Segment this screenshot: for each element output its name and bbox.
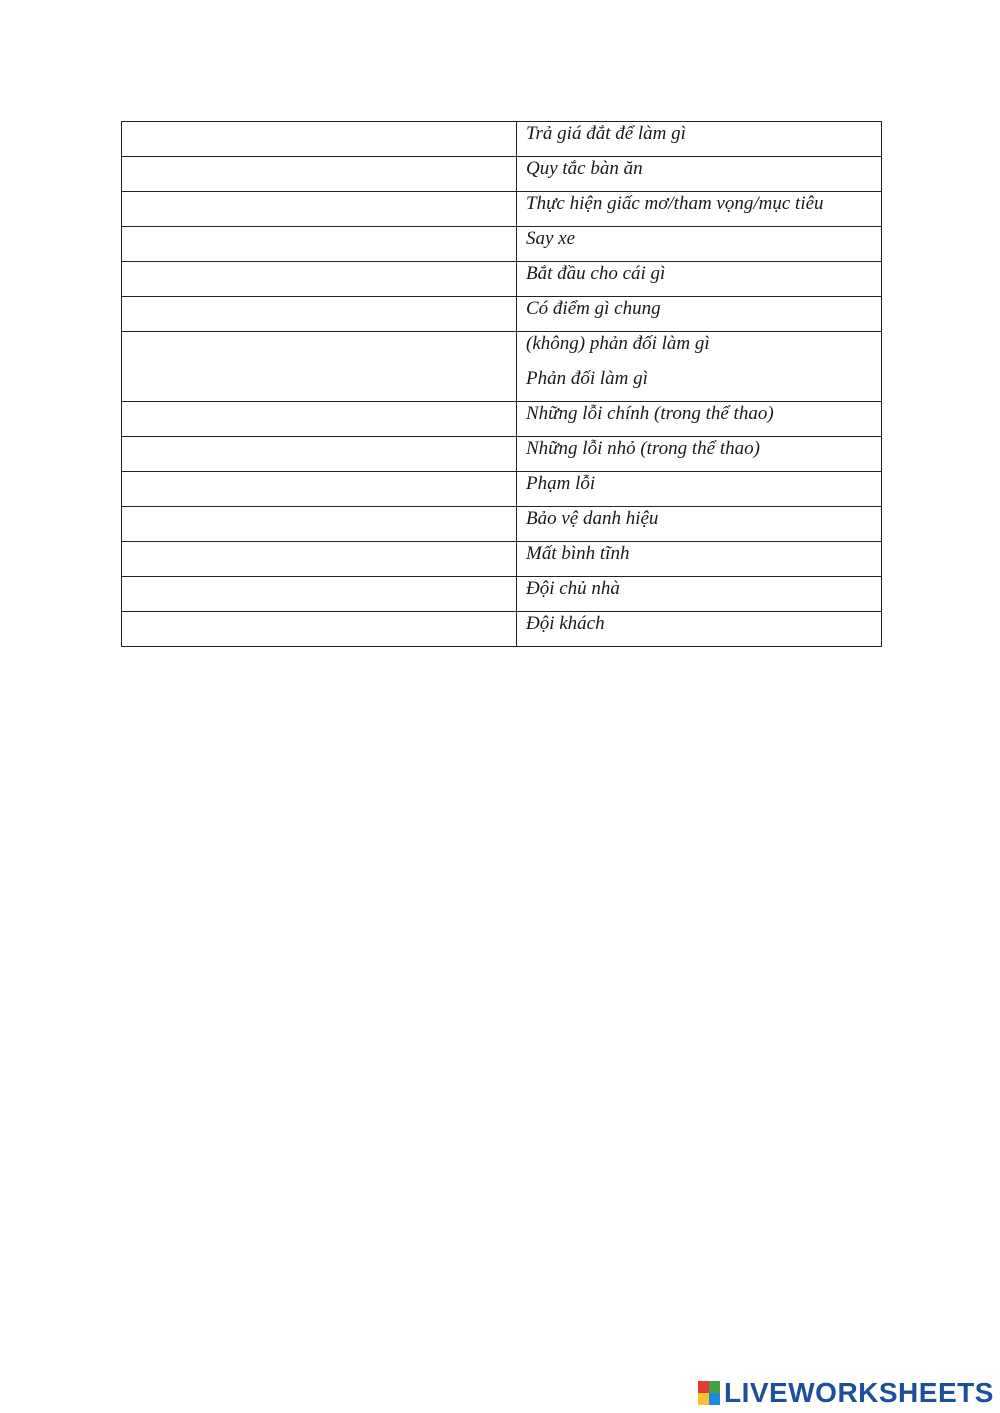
answer-cell[interactable]: [122, 122, 517, 157]
logo-square-yellow: [698, 1393, 709, 1405]
answer-cell[interactable]: [122, 577, 517, 612]
meaning-text: Những lỗi nhỏ (trong thể thao): [526, 438, 760, 459]
meaning-text: Bảo vệ danh hiệu: [526, 508, 659, 529]
table-row: [122, 262, 882, 297]
answer-cell[interactable]: [122, 297, 517, 332]
meaning-cell: [517, 297, 882, 332]
meaning-text: Mất bình tĩnh: [526, 543, 630, 564]
meaning-text: Phản đối làm gì: [526, 368, 648, 389]
table-body: [122, 122, 882, 647]
answer-cell[interactable]: [122, 437, 517, 472]
logo-square-green: [709, 1381, 720, 1393]
meaning-text: Những lỗi chính (trong thể thao): [526, 403, 774, 424]
logo-square-blue: [709, 1393, 720, 1405]
meaning-text: Đội khách: [526, 613, 605, 634]
logo-text: LIVEWORKSHEETS: [724, 1377, 994, 1408]
table-row: [122, 402, 882, 437]
meaning-cell: [517, 122, 882, 157]
meaning-cell: [517, 402, 882, 437]
meaning-text: Say xe: [526, 228, 576, 249]
meaning-text: Đội chủ nhà: [526, 578, 620, 599]
answer-cell[interactable]: [122, 227, 517, 262]
table-row: [122, 227, 882, 262]
table-row: [122, 542, 882, 577]
meaning-text: (không) phản đối làm gì: [526, 333, 710, 354]
table-row: [122, 332, 882, 402]
meaning-text: Thực hiện giấc mơ/tham vọng/mục tiêu: [526, 193, 824, 214]
meaning-text: Quy tắc bàn ăn: [526, 158, 643, 179]
table-row: [122, 612, 882, 647]
meaning-text: Bắt đầu cho cái gì: [526, 263, 666, 284]
meaning-cell: [517, 472, 882, 507]
answer-cell[interactable]: [122, 402, 517, 437]
meaning-text: Phạm lỗi: [526, 473, 596, 494]
table-row: [122, 157, 882, 192]
meaning-cell: [517, 577, 882, 612]
answer-cell[interactable]: [122, 262, 517, 297]
liveworksheets-logo: [698, 1377, 994, 1408]
meaning-cell: [517, 157, 882, 192]
answer-cell[interactable]: [122, 542, 517, 577]
table-row: [122, 122, 882, 157]
table-row: [122, 507, 882, 542]
answer-cell[interactable]: [122, 612, 517, 647]
meaning-cell: [517, 542, 882, 577]
answer-cell[interactable]: [122, 332, 517, 402]
table-row: [122, 192, 882, 227]
table-row: [122, 297, 882, 332]
meaning-cell: [517, 507, 882, 542]
vocabulary-table: [121, 121, 882, 647]
answer-cell[interactable]: [122, 507, 517, 542]
meaning-text: Trả giá đắt để làm gì: [526, 123, 686, 144]
table-row: [122, 472, 882, 507]
meaning-cell: [517, 227, 882, 262]
meaning-cell: [517, 437, 882, 472]
answer-cell[interactable]: [122, 472, 517, 507]
logo-square-red: [698, 1381, 709, 1393]
meaning-cell: [517, 192, 882, 227]
meaning-cell: [517, 332, 882, 402]
answer-cell[interactable]: [122, 192, 517, 227]
meaning-text: Có điểm gì chung: [526, 298, 661, 319]
meaning-cell: [517, 262, 882, 297]
table-row: [122, 577, 882, 612]
meaning-cell: [517, 612, 882, 647]
table-row: [122, 437, 882, 472]
answer-cell[interactable]: [122, 157, 517, 192]
liveworksheets-logo-icon: [698, 1381, 720, 1405]
